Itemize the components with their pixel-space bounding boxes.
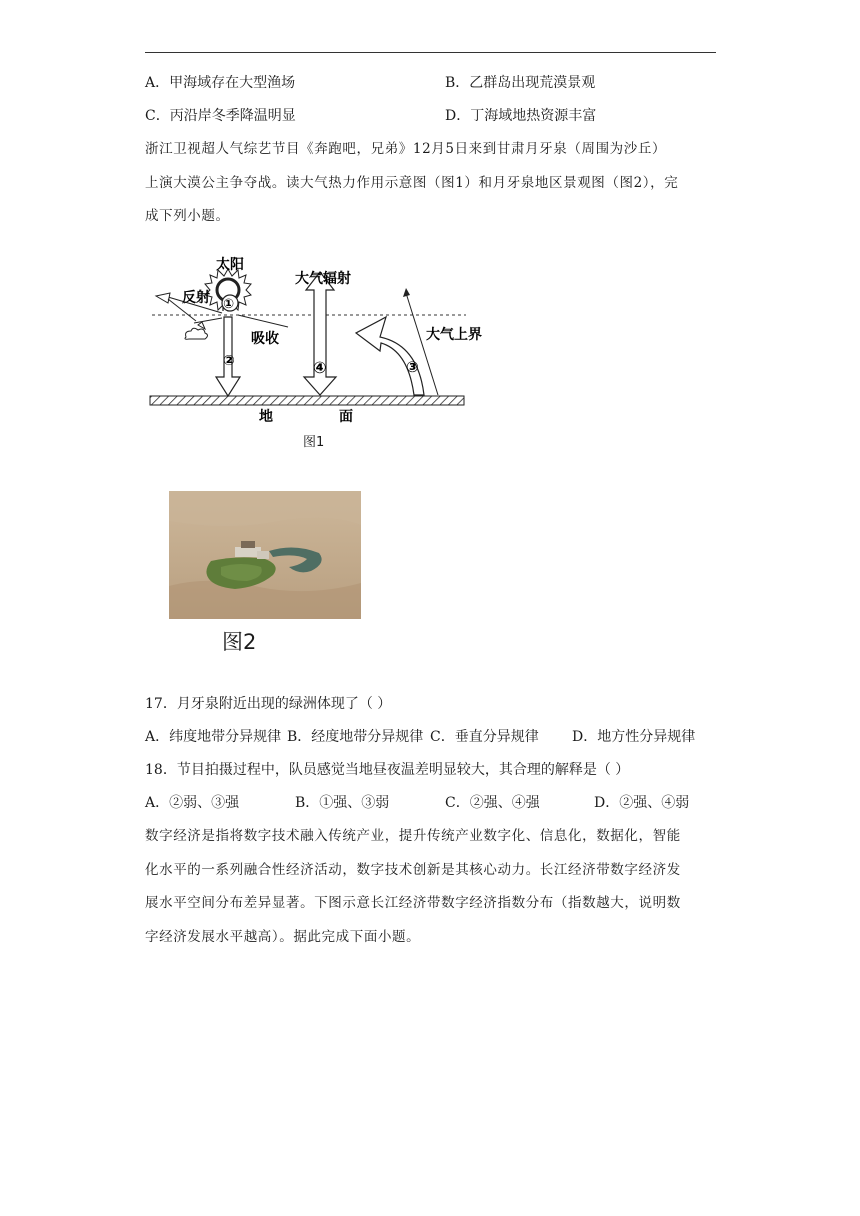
- ground-radiation-curved-arrow: [356, 317, 424, 395]
- q16-option-d[interactable]: D．丁海域地热资源丰富: [445, 108, 597, 124]
- label-absorb: 吸收: [251, 331, 279, 347]
- absorb-arrow: [238, 315, 288, 327]
- q18-option-b[interactable]: B．①强、③弱: [295, 795, 390, 811]
- passage2-line2: 化水平的一系列融合性经济活动，数字技术创新是其核心动力。长江经济带数字经济发: [145, 862, 681, 878]
- label-ground-left: 地: [259, 409, 273, 425]
- q18-option-a[interactable]: A．②弱、③强: [145, 795, 240, 811]
- atmosphere-heating-diagram: [148, 255, 482, 425]
- q17-stem: 17．月牙泉附近出现的绿洲体现了（ ）: [145, 696, 392, 712]
- q16-option-a[interactable]: A．甲海域存在大型渔场: [145, 75, 296, 91]
- header-rule: [145, 52, 716, 53]
- q16-option-c[interactable]: C．丙沿岸冬季降温明显: [145, 108, 296, 124]
- label-ground-right: 面: [339, 409, 353, 425]
- q17-option-a[interactable]: A．纬度地带分异规律: [145, 729, 282, 745]
- label-upper-boundary: 大气上界: [426, 327, 482, 343]
- passage1-line3: 成下列小题。: [145, 208, 230, 224]
- label-number-2: ②: [223, 353, 235, 369]
- q18-stem: 18．节目拍摄过程中，队员感觉当地昼夜温差明显较大，其合理的解释是（ ）: [145, 762, 630, 778]
- figure2-caption: 图2: [222, 630, 257, 654]
- passage2-line3: 展水平空间分布差异显著。下图示意长江经济带数字经济指数分布（指数越大，说明数: [145, 895, 681, 911]
- q16-option-b[interactable]: B．乙群岛出现荒漠景观: [445, 75, 596, 91]
- q18-option-c[interactable]: C．②强、④强: [445, 795, 540, 811]
- crescent-lake-photo: [169, 491, 361, 619]
- label-number-3: ③: [406, 358, 419, 376]
- q18-option-d[interactable]: D．②强、④弱: [594, 795, 690, 811]
- label-atmospheric-radiation: 大气辐射: [295, 271, 351, 287]
- q17-option-d[interactable]: D．地方性分异规律: [572, 729, 696, 745]
- label-number-1: ①: [223, 297, 235, 312]
- cloud-icon: [185, 328, 208, 339]
- passage2-line4: 字经济发展水平越高）。据此完成下面小题。: [145, 929, 421, 945]
- q17-option-c[interactable]: C．垂直分异规律: [430, 729, 539, 745]
- label-reflect: 反射: [182, 290, 210, 306]
- passage1-line1: 浙江卫视超人气综艺节目《奔跑吧，兄弟》12月5日来到甘肃月牙泉（周围为沙丘）: [145, 141, 667, 157]
- passage2-line1: 数字经济是指将数字技术融入传统产业，提升传统产业数字化、信息化，数据化，智能: [145, 828, 681, 844]
- q17-option-b[interactable]: B．经度地带分异规律: [287, 729, 424, 745]
- figure1-caption: 图1: [303, 435, 325, 450]
- ground-hatch: [150, 396, 464, 405]
- label-number-4: ④: [313, 358, 327, 377]
- passage1-line2: 上演大漠公主争夺战。读大气热力作用示意图（图1）和月牙泉地区景观图（图2），完: [145, 175, 679, 191]
- label-sun: 太阳: [216, 257, 244, 273]
